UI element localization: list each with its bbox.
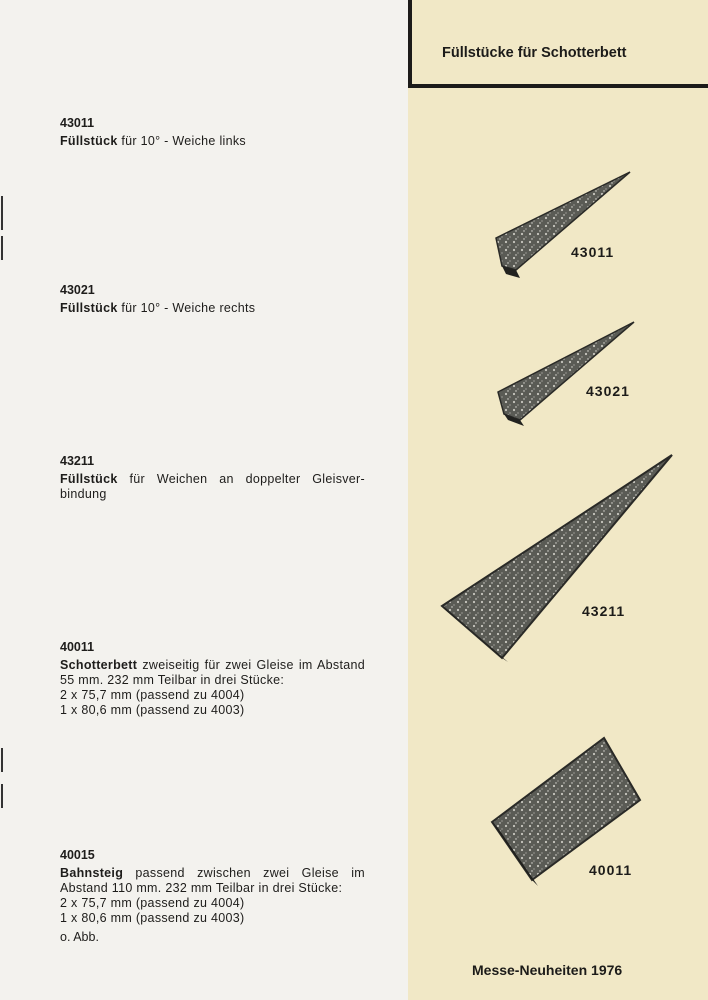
entry-description — [60, 134, 365, 149]
photo-label: 43011 — [571, 244, 615, 260]
entry-text: passend zwischen zwei Gleise im Abstand 110 mm. 232 mm Teilbar in drei Stücke: — [60, 866, 365, 895]
entry-43021 — [60, 283, 365, 316]
entry-43211 — [60, 454, 365, 502]
entry-number: 43211 — [60, 454, 95, 468]
entry-number: 40015 — [60, 848, 95, 862]
entry-name: Bahnsteig — [60, 866, 124, 880]
photo-label: 43211 — [582, 603, 626, 619]
photo-43021 — [498, 322, 634, 426]
page-title: Füllstücke für Schotterbett — [442, 45, 627, 61]
entry-40015 — [60, 848, 365, 945]
entry-name: Schotterbett — [60, 658, 138, 672]
photo-label: 40011 — [589, 862, 633, 878]
entry-number: 43021 — [60, 283, 95, 297]
entry-description — [60, 301, 365, 316]
entry-line: 2 x 75,7 mm (passend zu 4004) — [60, 896, 245, 910]
staple-mark — [1, 236, 3, 260]
photo-label: 43021 — [586, 383, 630, 399]
product-photos — [408, 0, 708, 1000]
entry-text: zweiseitig für zwei Gleise im Abstand 55 mm. 232 mm Teilbar in drei Stücke: — [60, 658, 365, 687]
staple-mark — [1, 196, 3, 230]
footer-text: Messe-Neuheiten 1976 — [472, 962, 623, 978]
entry-text: für 10° - Weiche rechts — [117, 301, 256, 315]
entry-43011 — [60, 116, 365, 149]
staple-mark — [1, 784, 3, 808]
entry-line: 2 x 75,7 mm (passend zu 4004) — [60, 688, 245, 702]
entry-text: für 10° - Weiche links — [117, 134, 246, 148]
photo-43011 — [496, 172, 630, 278]
entry-description — [60, 866, 365, 896]
entry-description — [60, 472, 365, 502]
entry-note: o. Abb. — [60, 930, 99, 944]
entry-name: Füllstück — [60, 472, 118, 486]
entry-text: für Weichen an doppelter Gleisver-bindung — [60, 472, 365, 501]
entry-line: 1 x 80,6 mm (passend zu 4003) — [60, 703, 245, 717]
photo-43211 — [442, 455, 672, 662]
entry-name: Füllstück — [60, 134, 118, 148]
entry-40011 — [60, 640, 365, 718]
entry-number: 43011 — [60, 116, 95, 130]
staple-mark — [1, 748, 3, 772]
entry-name: Füllstück — [60, 301, 118, 315]
entry-number: 40011 — [60, 640, 95, 654]
entry-line: 1 x 80,6 mm (passend zu 4003) — [60, 911, 245, 925]
entry-description — [60, 658, 365, 688]
